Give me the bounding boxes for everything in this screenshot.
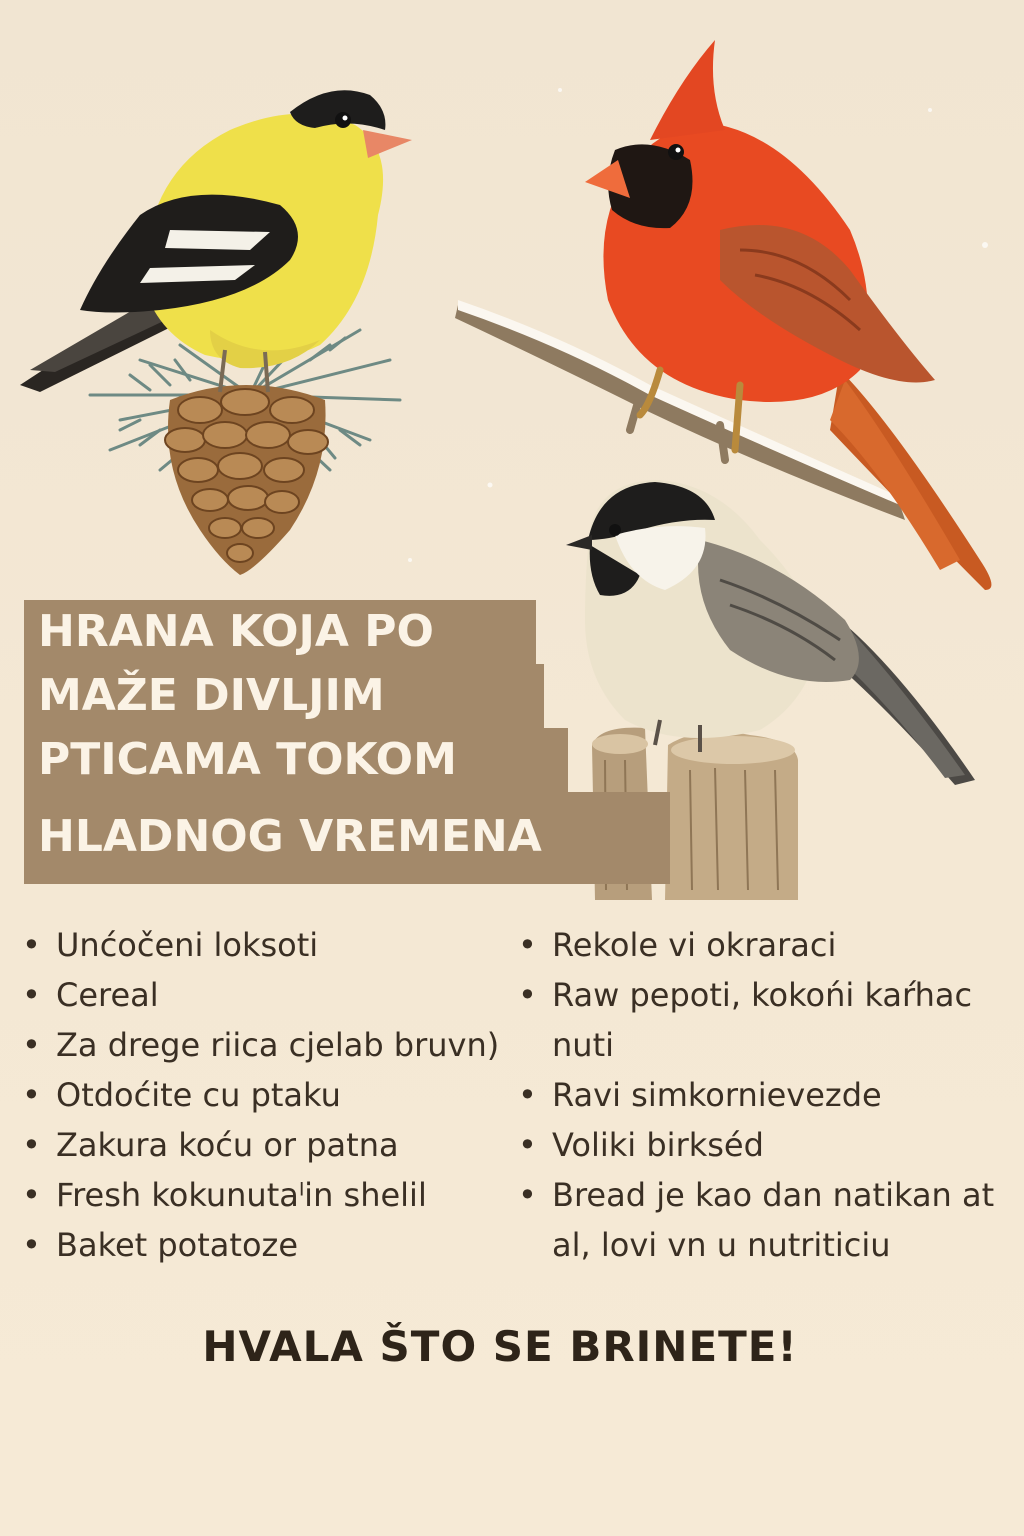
list-item: • Rekole vi okraraci: [518, 920, 1023, 970]
list-item: • Ravi simkornievezde: [518, 1070, 1023, 1120]
title-line-2: MAŽE DIVLJIM: [24, 664, 544, 728]
bullet: •: [22, 1026, 41, 1064]
list-item: • Zakura koću or patna: [22, 1120, 502, 1170]
bullet: •: [22, 926, 41, 964]
bullet: •: [518, 1076, 537, 1114]
title-block: [0, 600, 700, 900]
list-item: • Cereal: [22, 970, 502, 1020]
bullet: •: [518, 1126, 537, 1164]
bullet: •: [518, 1176, 537, 1214]
list-item: • Voliki birkséd: [518, 1120, 1023, 1170]
title-line-1: HRANA KOJA PO: [24, 600, 536, 664]
food-list-left: [22, 920, 502, 1270]
list-item: • Unćočeni loksoti: [22, 920, 502, 970]
list-item: • Otdoćite cu ptaku: [22, 1070, 502, 1120]
list-item: • Raw pepoti, kokońi kaŕhac nuti: [518, 970, 1023, 1070]
title-line-3: PTICAMA TOKOM: [24, 728, 568, 792]
bullet: •: [518, 926, 537, 964]
goldfinch-on-pine-cone: [20, 90, 412, 575]
bullet: •: [22, 1126, 41, 1164]
bullet: •: [518, 976, 537, 1014]
bullet: •: [22, 976, 41, 1014]
title-line-4: HLADNOG VREMENA: [24, 792, 670, 884]
pine-cone: [165, 385, 328, 575]
bullet: •: [22, 1176, 41, 1214]
list-item: • Fresh kokunutaˡin shelil: [22, 1170, 502, 1220]
bullet: •: [22, 1226, 41, 1264]
list-item: • Za drege riica cjelab bruvn): [22, 1020, 502, 1070]
footer-thanks: HVALA ŠTO SE BRINETE!: [202, 1322, 798, 1371]
list-item: • Baket potatoze: [22, 1220, 502, 1270]
food-list-right: [518, 920, 1023, 1270]
list-item: • Bread je kao dan natikan at al, lovi vn u nutriticiu: [518, 1170, 1023, 1270]
bullet: •: [22, 1076, 41, 1114]
